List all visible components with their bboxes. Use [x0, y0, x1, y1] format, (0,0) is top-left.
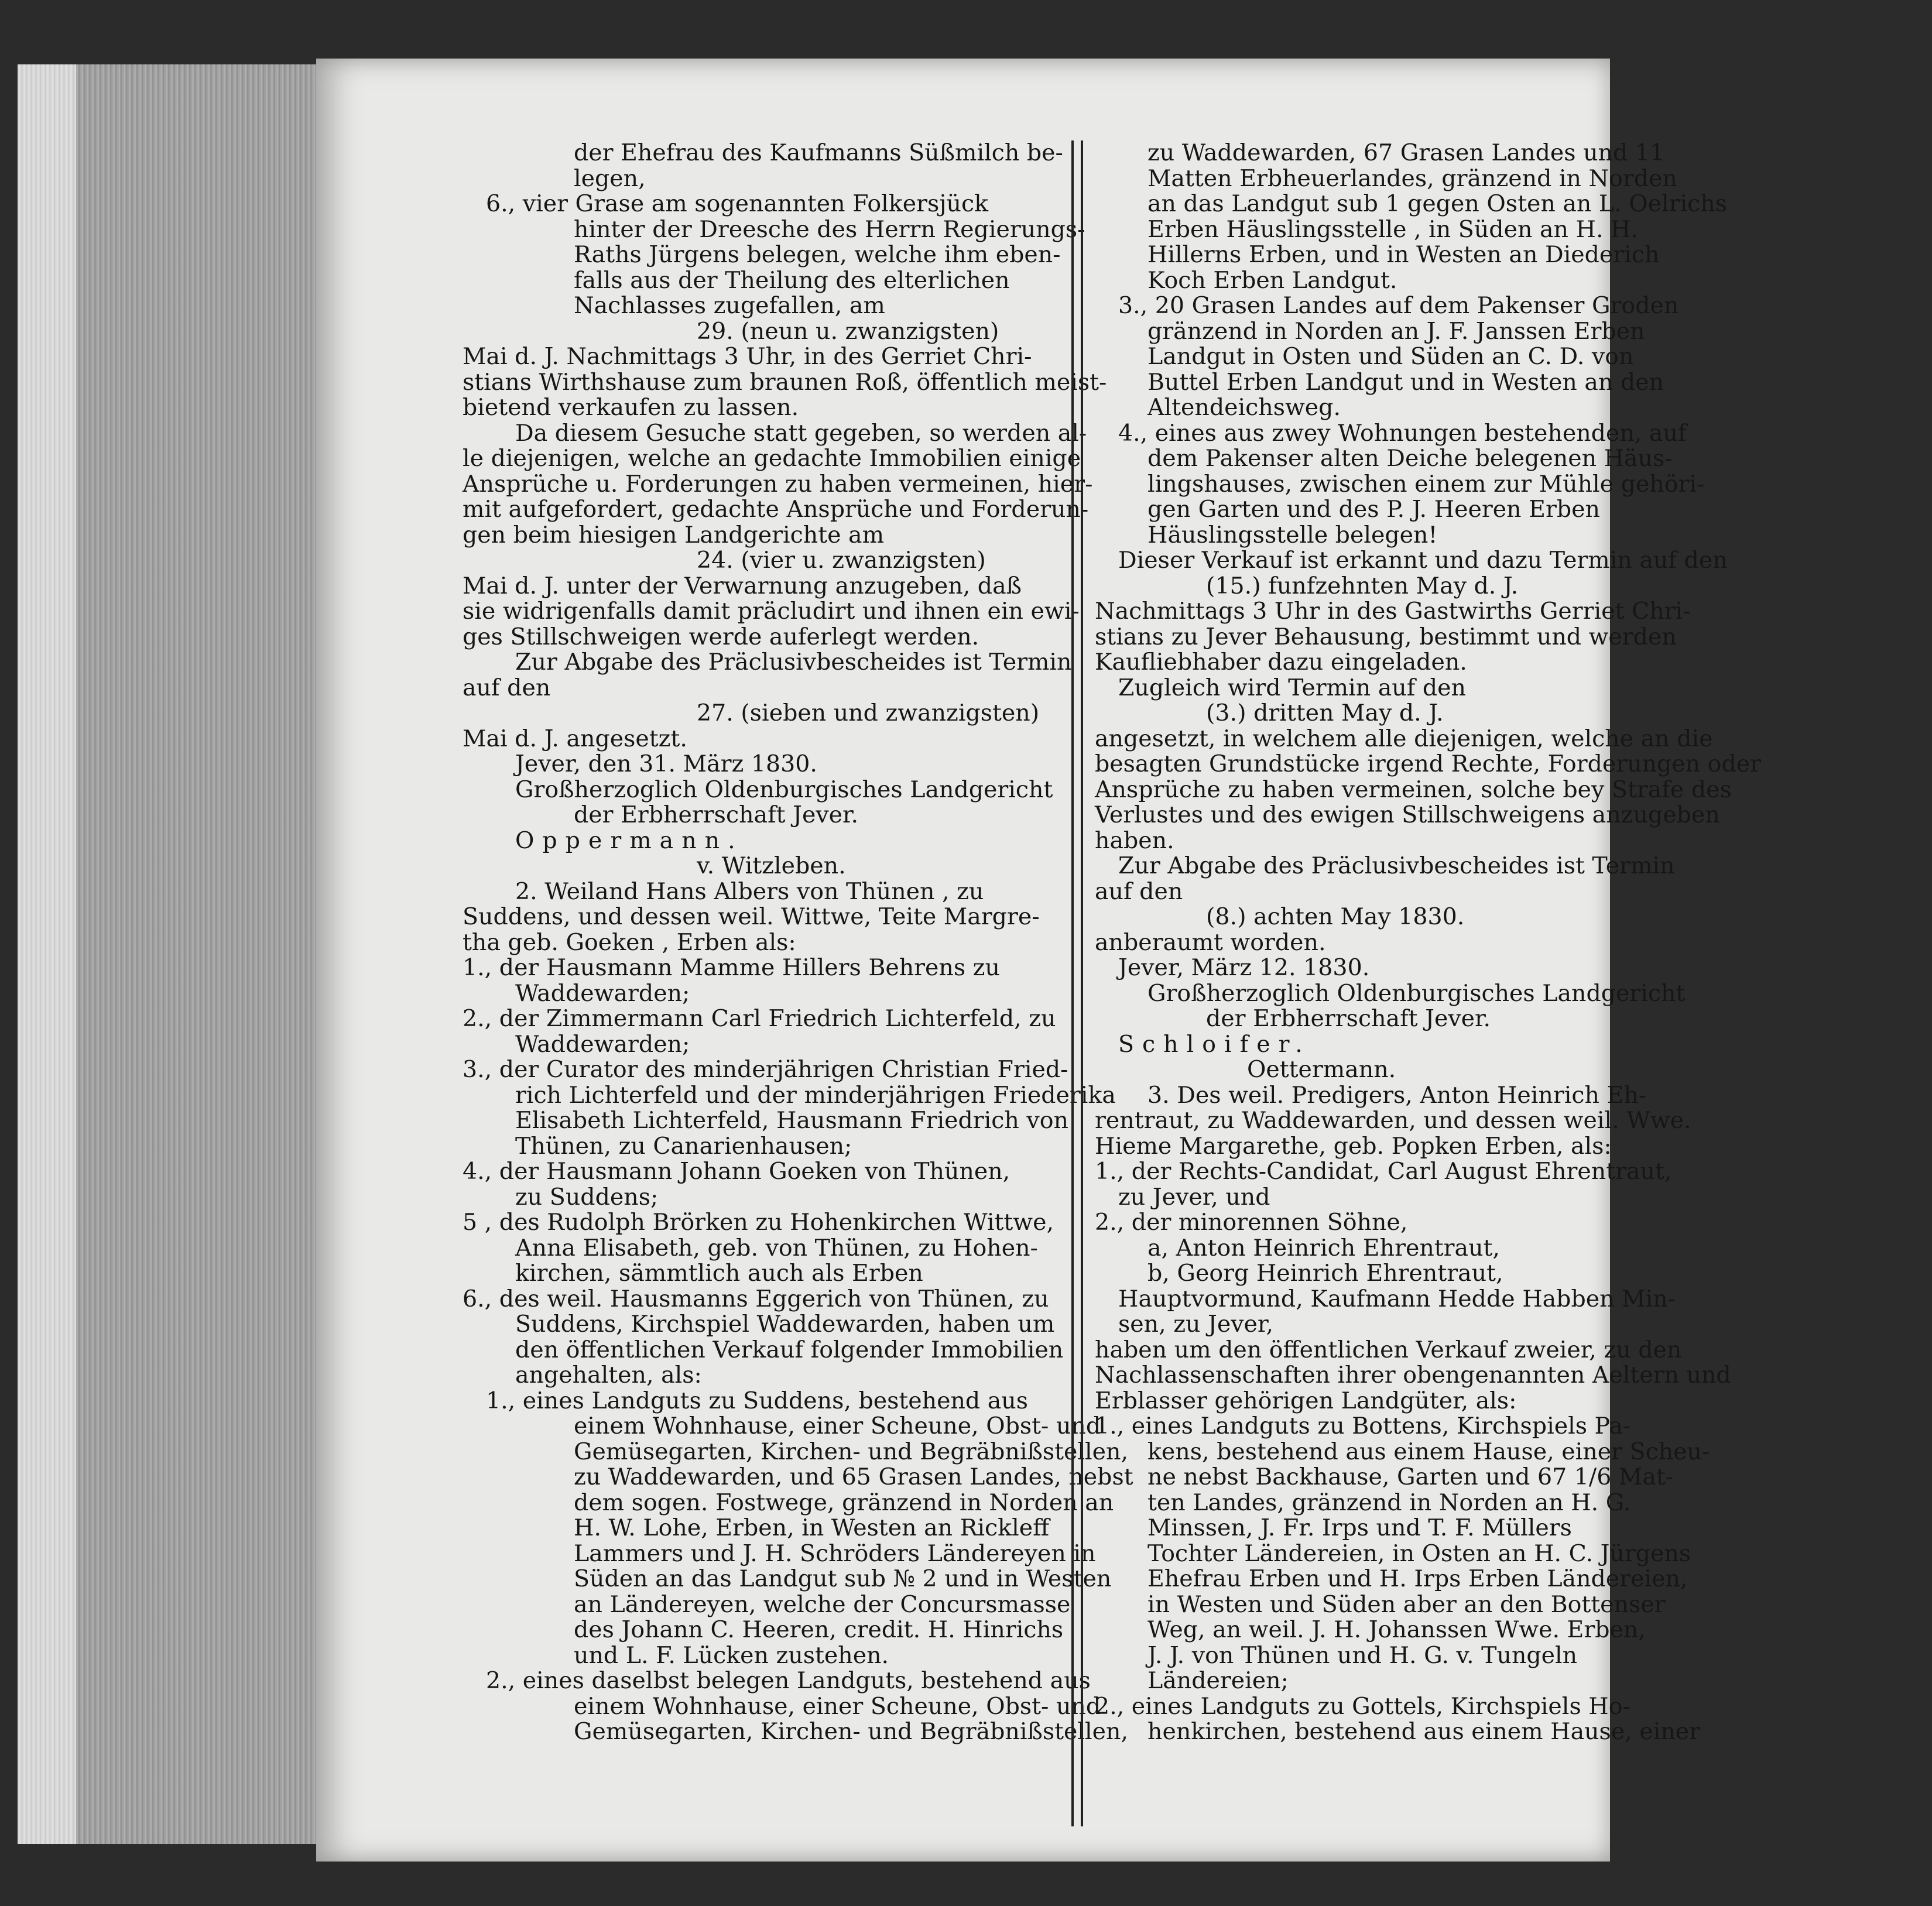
text-line: 3., der Curator des minderjährigen Christian Fried- — [463, 1056, 1068, 1083]
text-line: 4., eines aus zwey Wohnungen bestehenden, auf — [1118, 419, 1687, 447]
text-line: Tochter Ländereien, in Osten an H. C. Jürgens — [1147, 1540, 1691, 1567]
text-line: dem Pakenser alten Deiche belegenen Häus- — [1147, 445, 1673, 472]
text-line: auf den — [1095, 877, 1183, 905]
right-column — [1095, 140, 1932, 1745]
text-line: Thünen, zu Canarienhausen; — [515, 1132, 852, 1160]
text-line: Waddewarden; — [515, 1030, 690, 1058]
text-line: Suddens, und dessen weil. Wittwe, Teite Margre- — [463, 903, 1040, 930]
text-line: mit aufgefordert, gedachte Ansprüche und Forderun- — [463, 496, 1089, 523]
text-line: Zugleich wird Termin auf den — [1118, 674, 1466, 701]
text-line: Ehefrau Erben und H. Irps Erben Ländereien, — [1147, 1565, 1688, 1592]
text-line: ne nebst Backhause, Garten und 67 1/6 Mat- — [1147, 1463, 1674, 1490]
text-line: Weg, an weil. J. H. Johanssen Wwe. Erben, — [1147, 1616, 1646, 1643]
text-line: Zur Abgabe des Präclusivbescheides ist Termin — [1118, 852, 1675, 879]
text-line: Mai d. J. unter der Verwarnung anzugeben, daß — [463, 572, 1022, 599]
text-line: sie widrigenfalls damit präcludirt und ihnen ein ewi- — [463, 598, 1080, 625]
text-line: Matten Erbheuerlandes, gränzend in Norden — [1147, 164, 1677, 192]
text-line: 1., der Rechts-Candidat, Carl August Ehrentraut, — [1095, 1158, 1672, 1185]
text-line: 1., eines Landguts zu Bottens, Kirchspiels Pa- — [1095, 1413, 1631, 1439]
text-line: Großherzoglich Oldenburgisches Landgericht — [1147, 979, 1686, 1007]
text-line: H. W. Lohe, Erben, in Westen an Rickleff — [574, 1514, 1050, 1541]
text-line: 3. Des weil. Predigers, Anton Heinrich Eh- — [1147, 1081, 1647, 1109]
text-line: den öffentlichen Verkauf folgender Immobilien — [515, 1336, 1064, 1363]
text-line: gen beim hiesigen Landgerichte am — [463, 521, 885, 549]
text-line: 4., der Hausmann Johann Goeken von Thünen, — [463, 1158, 1010, 1185]
text-line: an das Landgut sub 1 gegen Osten an L. Oelrichs — [1147, 190, 1727, 217]
text-line: Erben Häuslingsstelle , in Süden an H. H. — [1147, 215, 1639, 243]
text-line: Zur Abgabe des Präclusivbescheides ist Termin — [515, 649, 1072, 676]
text-line: Dieser Verkauf ist erkannt und dazu Termin auf den — [1118, 547, 1728, 574]
text-line: Hieme Margarethe, geb. Popken Erben, als: — [1095, 1132, 1612, 1160]
text-line: zu Waddewarden, 67 Grasen Landes und 11 — [1147, 139, 1665, 166]
text-line: Ansprüche u. Forderungen zu haben vermeinen, hier- — [463, 470, 1093, 498]
text-line: Minssen, J. Fr. Irps und T. F. Müllers — [1147, 1514, 1572, 1541]
text-line: Elisabeth Lichterfeld, Hausmann Friedrich von — [515, 1107, 1068, 1134]
text-line: Hillerns Erben, und in Westen an Diederich — [1147, 241, 1660, 268]
text-line: einem Wohnhause, einer Scheune, Obst- und — [574, 1413, 1101, 1439]
text-line: Hauptvormund, Kaufmann Hedde Habben Min- — [1118, 1285, 1676, 1312]
text-line: der Erbherrschaft Jever. — [574, 801, 859, 828]
text-line: 2., der minorennen Söhne, — [1095, 1209, 1408, 1236]
text-line: Süden an das Landgut sub № 2 und in Westen — [574, 1565, 1112, 1592]
text-line: Oppermann. — [515, 827, 744, 854]
text-line: dem sogen. Fostwege, gränzend in Norden an — [574, 1489, 1114, 1516]
text-line: Mai d. J. angesetzt. — [463, 725, 687, 752]
text-line: zu Jever, und — [1118, 1183, 1270, 1211]
text-line: ges Stillschweigen werde auferlegt werden. — [463, 623, 979, 650]
text-line: 5 , des Rudolph Brörken zu Hohenkirchen Wittwe, — [463, 1209, 1054, 1236]
text-line: zu Waddewarden, und 65 Grasen Landes, nebst — [574, 1463, 1133, 1490]
text-line: auf den — [463, 674, 551, 701]
text-line: der Ehefrau des Kaufmanns Süßmilch be- — [574, 139, 1063, 166]
text-line: lingshauses, zwischen einem zur Mühle gehöri- — [1147, 470, 1705, 498]
text-line: gränzend in Norden an J. F. Janssen Erben — [1147, 317, 1645, 345]
text-line: J. J. von Thünen und H. G. v. Tungeln — [1147, 1641, 1578, 1669]
text-line: besagten Grundstücke irgend Rechte, Forderungen oder — [1095, 750, 1761, 777]
text-line: 2., der Zimmermann Carl Friedrich Lichterfeld, zu — [463, 1005, 1056, 1032]
text-line: ten Landes, gränzend in Norden an H. G. — [1147, 1489, 1631, 1516]
text-line: Raths Jürgens belegen, welche ihm eben- — [574, 241, 1061, 268]
book-edge — [18, 64, 320, 1844]
text-line: kirchen, sämmtlich auch als Erben — [515, 1260, 923, 1287]
text-line: le diejenigen, welche an gedachte Immobilien einige — [463, 445, 1081, 472]
text-line: Altendeichsweg. — [1147, 394, 1341, 421]
text-line: 29. (neun u. zwanzigsten) — [697, 317, 999, 345]
text-line: sen, zu Jever, — [1118, 1311, 1274, 1338]
text-line: haben. — [1095, 827, 1174, 854]
text-line: Gemüsegarten, Kirchen- und Begräbnißstellen, — [574, 1718, 1129, 1745]
text-line: hinter der Dreesche des Herrn Regierungs- — [574, 215, 1085, 243]
text-line: Ländereien; — [1147, 1667, 1289, 1694]
text-line: bietend verkaufen zu lassen. — [463, 394, 799, 421]
column-rule — [1071, 140, 1083, 1826]
text-line: legen, — [574, 164, 646, 192]
text-line: 6., vier Grase am sogenannten Folkersjück — [486, 190, 989, 217]
text-line: Buttel Erben Landgut und in Westen an den — [1147, 368, 1664, 396]
text-line: Jever, März 12. 1830. — [1118, 954, 1370, 981]
text-line: Nachlasses zugefallen, am — [574, 292, 885, 319]
text-line: Schloifer. — [1118, 1030, 1311, 1058]
page — [316, 59, 1761, 1862]
text-line: 1., der Hausmann Mamme Hillers Behrens zu — [463, 954, 1000, 981]
text-line: 24. (vier u. zwanzigsten) — [697, 547, 986, 574]
text-line: und L. F. Lücken zustehen. — [574, 1641, 889, 1669]
text-line: gen Garten und des P. J. Heeren Erben — [1147, 496, 1600, 523]
text-line: Suddens, Kirchspiel Waddewarden, haben um — [515, 1311, 1055, 1338]
text-line: Häuslingsstelle belegen! — [1147, 521, 1438, 549]
text-line: zu Suddens; — [515, 1183, 659, 1211]
text-line: stians zu Jever Behausung, bestimmt und werden — [1095, 623, 1677, 650]
text-line: Verlustes und des ewigen Stillschweigens anzugeben — [1095, 801, 1720, 828]
text-line: Waddewarden; — [515, 979, 690, 1007]
text-line: Lammers und J. H. Schröders Ländereyen in — [574, 1540, 1096, 1567]
text-line: 27. (sieben und zwanzigsten) — [697, 700, 1040, 726]
text-line: Anna Elisabeth, geb. von Thünen, zu Hohen- — [515, 1234, 1038, 1261]
text-line: Gemüsegarten, Kirchen- und Begräbnißstellen, — [574, 1438, 1129, 1465]
text-line: Nachlassenschaften ihrer obengenannten Aeltern und — [1095, 1362, 1731, 1389]
text-line: 1., eines Landguts zu Suddens, bestehend aus — [486, 1387, 1028, 1414]
text-line: Jever, den 31. März 1830. — [515, 750, 817, 777]
text-line: angehalten, als: — [515, 1362, 702, 1389]
text-line: stians Wirthshause zum braunen Roß, öffentlich meist- — [463, 368, 1107, 396]
text-line: Mai d. J. Nachmittags 3 Uhr, in des Gerriet Chri- — [463, 343, 1032, 370]
text-line: Nachmittags 3 Uhr in des Gastwirths Gerriet Chri- — [1095, 598, 1691, 625]
text-line: a, Anton Heinrich Ehrentraut, — [1147, 1234, 1500, 1261]
text-line: Landgut in Osten und Süden an C. D. von — [1147, 343, 1634, 370]
text-line: einem Wohnhause, einer Scheune, Obst- und — [574, 1692, 1101, 1720]
text-line: rentraut, zu Waddewarden, und dessen weil. Wwe. — [1095, 1107, 1691, 1134]
text-line: henkirchen, bestehend aus einem Hause, einer — [1147, 1718, 1701, 1745]
text-line: Erblasser gehörigen Landgüter, als: — [1095, 1387, 1517, 1414]
text-line: Ansprüche zu haben vermeinen, solche bey Strafe des — [1095, 776, 1732, 803]
text-line: in Westen und Süden aber an den Bottenser — [1147, 1590, 1666, 1618]
text-line: v. Witzleben. — [697, 852, 846, 879]
text-line: Koch Erben Landgut. — [1147, 266, 1397, 294]
text-line: b, Georg Heinrich Ehrentraut, — [1147, 1260, 1503, 1287]
text-line: 3., 20 Grasen Landes auf dem Pakenser Groden — [1118, 292, 1679, 319]
text-line: Großherzoglich Oldenburgisches Landgericht — [515, 776, 1053, 803]
text-line: anberaumt worden. — [1095, 928, 1326, 956]
text-line: Oettermann. — [1247, 1056, 1396, 1083]
text-line: Da diesem Gesuche statt gegeben, so werden al- — [515, 419, 1087, 447]
text-line: 2., eines Landguts zu Gottels, Kirchspiels Ho- — [1095, 1692, 1630, 1720]
text-line: (15.) funfzehnten May d. J. — [1206, 572, 1519, 599]
text-line: an Ländereyen, welche der Concursmasse — [574, 1590, 1071, 1618]
text-line: Kaufliebhaber dazu eingeladen. — [1095, 649, 1467, 676]
text-line: (8.) achten May 1830. — [1206, 903, 1465, 930]
text-line: 6., des weil. Hausmanns Eggerich von Thünen, zu — [463, 1285, 1049, 1312]
text-line: (3.) dritten May d. J. — [1206, 700, 1444, 726]
text-line: tha geb. Goeken , Erben als: — [463, 928, 796, 956]
book-cover-edge — [18, 64, 76, 1844]
text-line: falls aus der Theilung des elterlichen — [574, 266, 1010, 294]
text-line: rich Lichterfeld und der minderjährigen Friederika — [515, 1081, 1116, 1109]
text-line: angesetzt, in welchem alle diejenigen, welche an die — [1095, 725, 1713, 752]
text-line: der Erbherrschaft Jever. — [1206, 1005, 1491, 1032]
text-line: des Johann C. Heeren, credit. H. Hinrichs — [574, 1616, 1064, 1643]
text-line: 2., eines daselbst belegen Landguts, bestehend aus — [486, 1667, 1091, 1694]
text-line: 2. Weiland Hans Albers von Thünen , zu — [515, 877, 984, 905]
text-line: haben um den öffentlichen Verkauf zweier, zu den — [1095, 1336, 1682, 1363]
text-line: kens, bestehend aus einem Hause, einer Scheu- — [1147, 1438, 1710, 1465]
